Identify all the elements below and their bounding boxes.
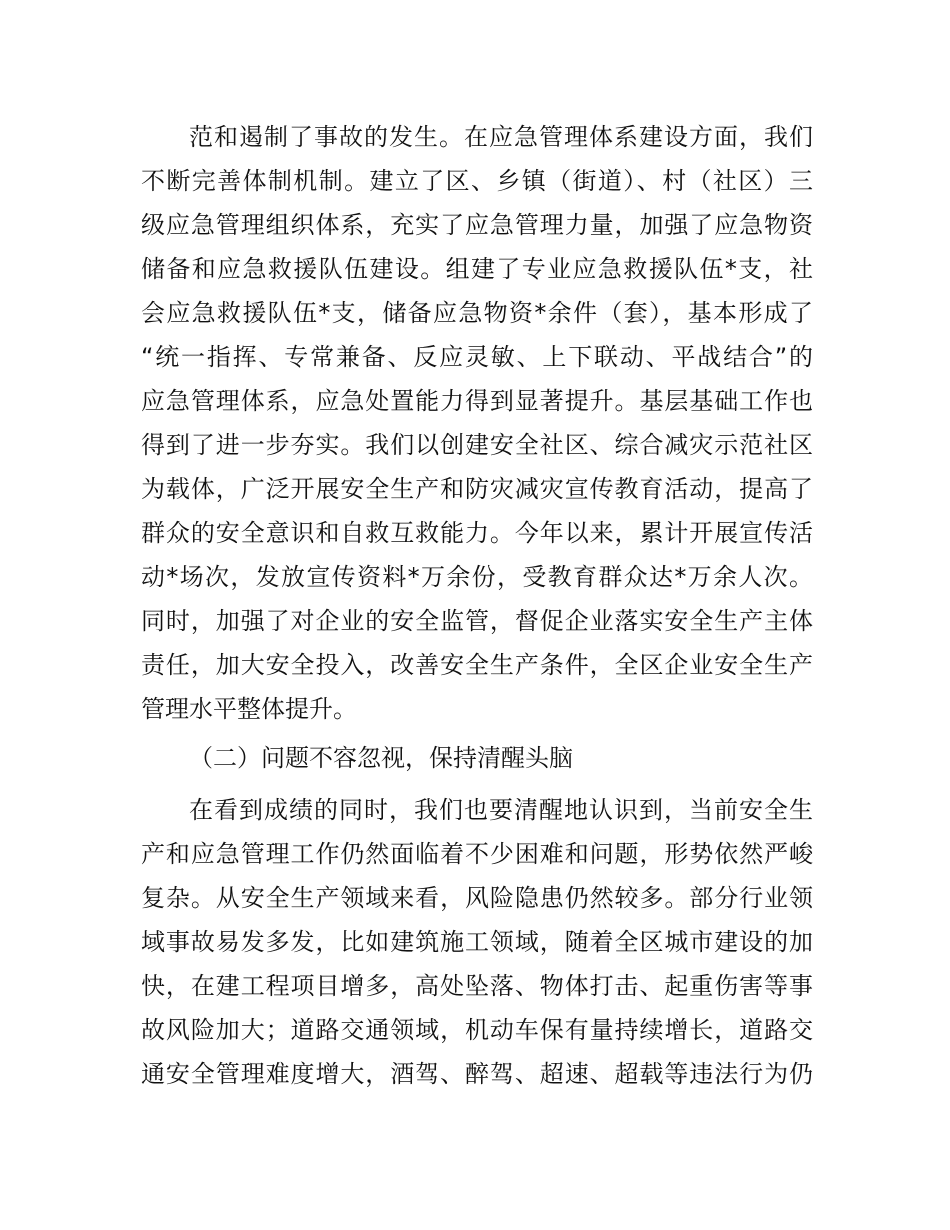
paragraph-1-line-13: 责任，加大安全投入，改善安全生产条件，全区企业安全生产 xyxy=(141,651,813,679)
paragraph-1-line-12: 同时，加强了对企业的安全监管，督促企业落实安全生产主体 xyxy=(141,607,813,635)
paragraph-2-line-1: 在看到成绩的同时，我们也要清醒地认识到，当前安全生 xyxy=(189,796,813,824)
paragraph-1-line-4: 储备和应急救援队伍建设。组建了专业应急救援队伍*支，社 xyxy=(141,255,813,283)
paragraph-1-line-14: 管理水平整体提升。 xyxy=(141,695,357,723)
paragraph-1-line-11: 动*场次，发放宣传资料*万余份，受教育群众达*万余人次。 xyxy=(141,563,813,591)
paragraph-2-line-6: 故风险加大；道路交通领域，机动车保有量持续增长，道路交 xyxy=(141,1016,813,1044)
paragraph-1-line-6: “统一指挥、专常兼备、反应灵敏、上下联动、平战结合”的 xyxy=(141,343,813,371)
paragraph-2-line-5: 快，在建工程项目增多，高处坠落、物体打击、起重伤害等事 xyxy=(141,972,813,1000)
paragraph-1-line-1: 范和遏制了事故的发生。在应急管理体系建设方面，我们 xyxy=(189,123,813,151)
paragraph-1-line-8: 得到了进一步夯实。我们以创建安全社区、综合减灾示范社区 xyxy=(141,431,813,459)
paragraph-2-line-7: 通安全管理难度增大，酒驾、醉驾、超速、超载等违法行为仍 xyxy=(141,1060,813,1088)
paragraph-1-line-9: 为载体，广泛开展安全生产和防灾减灾宣传教育活动，提高了 xyxy=(141,475,813,503)
paragraph-1-line-3: 级应急管理组织体系，充实了应急管理力量，加强了应急物资 xyxy=(141,211,813,239)
paragraph-2-line-4: 域事故易发多发，比如建筑施工领域，随着全区城市建设的加 xyxy=(141,928,813,956)
paragraph-2-line-2: 产和应急管理工作仍然面临着不少困难和问题，形势依然严峻 xyxy=(141,840,813,868)
paragraph-2-line-3: 复杂。从安全生产领域来看，风险隐患仍然较多。部分行业领 xyxy=(141,884,813,912)
paragraph-1-line-7: 应急管理体系，应急处置能力得到显著提升。基层基础工作也 xyxy=(141,387,813,415)
section-heading: （二）问题不容忽视，保持清醒头脑 xyxy=(189,744,573,772)
paragraph-1-line-10: 群众的安全意识和自救互救能力。今年以来，累计开展宣传活 xyxy=(141,519,813,547)
paragraph-1-line-2: 不断完善体制机制。建立了区、乡镇（街道）、村（社区）三 xyxy=(141,167,813,195)
paragraph-1-line-5: 会应急救援队伍*支，储备应急物资*余件（套），基本形成了 xyxy=(141,299,813,327)
